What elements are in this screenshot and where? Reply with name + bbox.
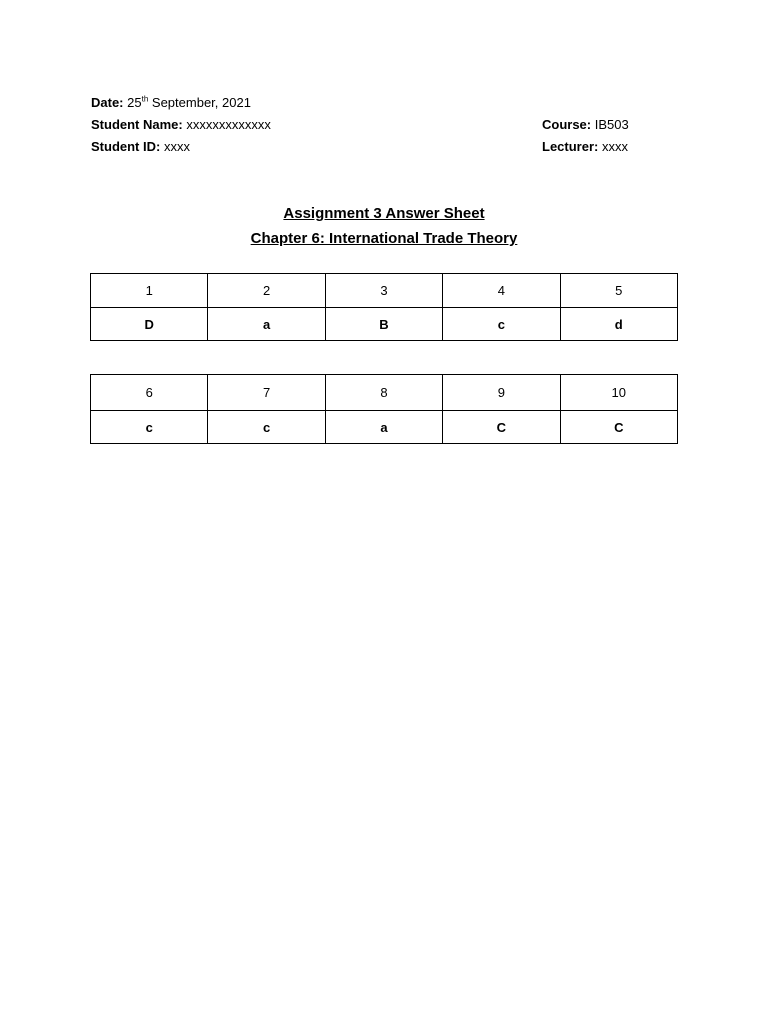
question-number-cell: 5: [560, 274, 677, 308]
date-day: 25: [127, 95, 142, 110]
answer-table-1: [90, 273, 678, 341]
answer-cell: d: [560, 308, 677, 341]
question-number-cell: 8: [325, 375, 442, 411]
question-number-cell: 7: [208, 375, 325, 411]
date-rest: September, 2021: [151, 95, 251, 110]
student-id-value: xxxx: [163, 139, 190, 154]
student-id-line: [91, 139, 190, 155]
question-number-row: [91, 375, 678, 411]
answer-row: [91, 411, 678, 444]
question-number-cell: 2: [208, 274, 325, 308]
date-line: [91, 95, 251, 111]
answer-table-2: [90, 374, 678, 444]
question-number-cell: 10: [560, 375, 677, 411]
question-number-cell: 3: [325, 274, 442, 308]
answer-cell: D: [91, 308, 208, 341]
chapter-title: Chapter 6: International Trade Theory: [250, 230, 518, 247]
answer-cell: c: [443, 308, 560, 341]
question-number-cell: 1: [91, 274, 208, 308]
date-suffix: th: [141, 94, 149, 104]
lecturer-value: xxxx: [601, 139, 628, 154]
answer-cell: C: [560, 411, 677, 444]
question-number-cell: 4: [443, 274, 560, 308]
question-number-cell: 6: [91, 375, 208, 411]
answer-cell: c: [91, 411, 208, 444]
student-name-value: xxxxxxxxxxxxx: [186, 117, 271, 132]
answer-cell: c: [208, 411, 325, 444]
answer-cell: C: [443, 411, 560, 444]
answer-cell: B: [325, 308, 442, 341]
answer-cell: a: [208, 308, 325, 341]
assignment-title: Assignment 3 Answer Sheet: [283, 205, 485, 222]
student-id-label: Student ID:: [91, 139, 161, 154]
answer-row: [91, 308, 678, 341]
date-label: Date:: [91, 95, 124, 110]
answer-cell: a: [325, 411, 442, 444]
course-line: [542, 117, 629, 133]
student-name-line: [91, 117, 271, 133]
course-label: Course:: [542, 117, 592, 132]
lecturer-line: [542, 139, 628, 155]
student-name-label: Student Name:: [91, 117, 183, 132]
question-number-cell: 9: [443, 375, 560, 411]
question-number-row: [91, 274, 678, 308]
lecturer-label: Lecturer:: [542, 139, 599, 154]
course-value: IB503: [594, 117, 629, 132]
